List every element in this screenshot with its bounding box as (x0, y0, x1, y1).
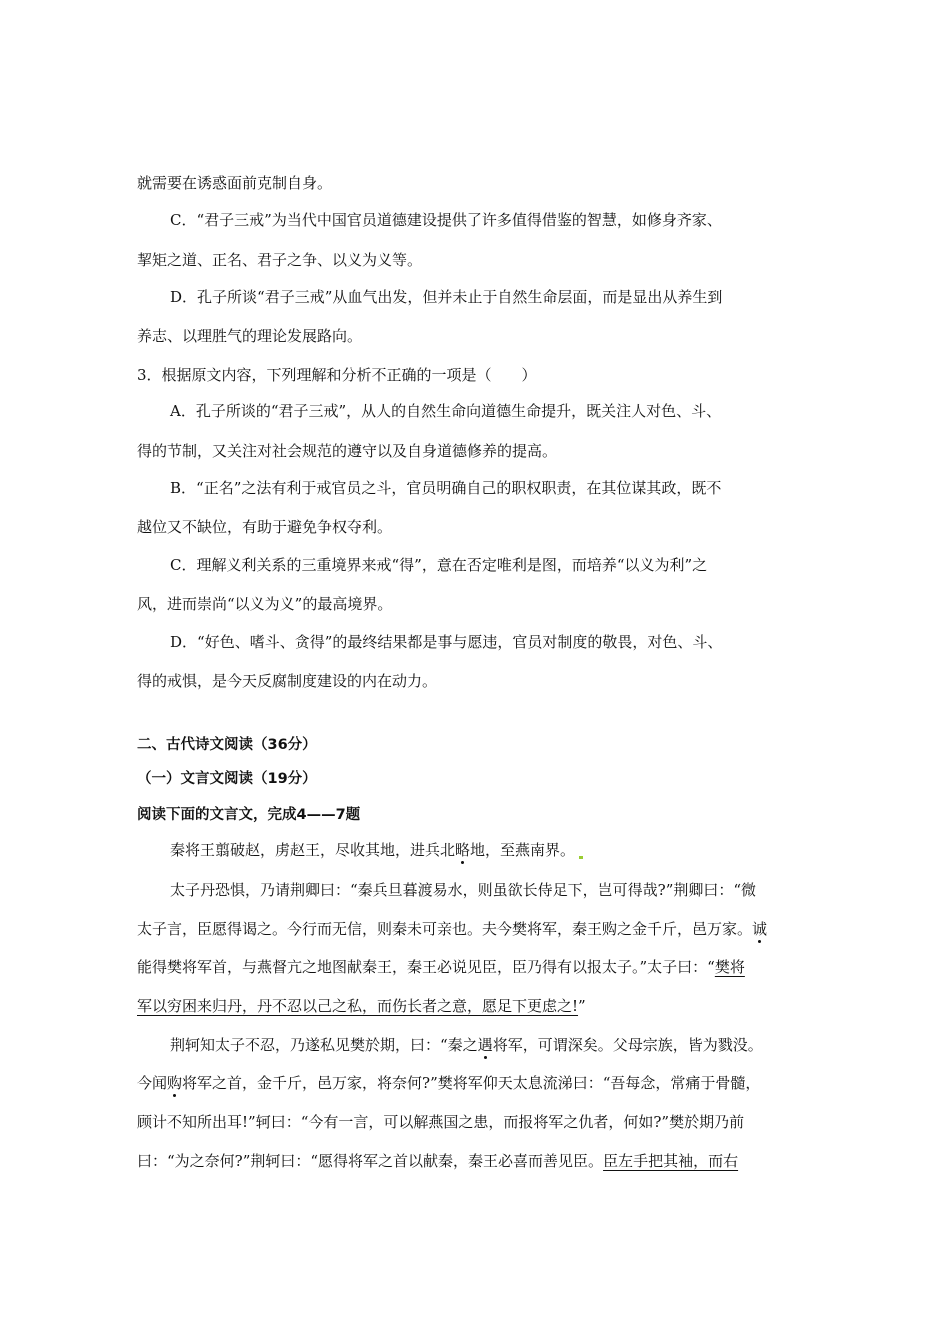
text-line: 挈矩之道、正名、君子之争、以义为义等。 (137, 251, 423, 269)
text-line: 就需要在诱惑面前克制自身。 (137, 174, 333, 192)
passage-text: 太子言，臣愿得谒之。今行而无信，则秦未可亲也。夫今樊将军，秦王购之金千斤，邑万家。 (137, 920, 753, 938)
passage-text: 将军之首，金千斤，邑万家，将奈何?”樊将军仰天太息流涕曰：“吾每念，常痛于骨髓， (182, 1074, 761, 1092)
passage-line: 顾计不知所出耳!”轲曰：“今有一言，可以解燕国之患，而报将军之仇者，何如?”樊於期乃前 (137, 1113, 745, 1131)
passage-line (170, 1034, 763, 1056)
underlined-sentence: 臣左手把其袖，而右 (603, 1152, 739, 1170)
emphasis-char: 略 (455, 841, 471, 859)
underlined-sentence: 樊将 (714, 958, 745, 976)
text-line: 越位又不缺位，有助于避免争权夺利。 (137, 518, 393, 536)
question-3: 3．根据原文内容，下列理解和分析不正确的一项是（ ） (137, 366, 537, 384)
option-b-line: B．“正名”之法有利于戒官员之斗，官员明确自己的职权职责，在其位谋其政，既不 (170, 479, 722, 497)
passage-line: 太子丹恐惧，乃请荆卿曰：“秦兵旦暮渡易水，则虽欲长侍足下，岂可得哉?”荆卿曰：“微 (170, 881, 757, 899)
passage-line (170, 839, 583, 861)
emphasis-char: 诚 (752, 920, 768, 938)
passage-text: 今闻 (137, 1074, 168, 1092)
instruction: 阅读下面的文言文，完成4——7题 (137, 807, 361, 823)
passage-text: 曰：“为之奈何?”荆轲曰：“愿得将军之首以献秦，秦王必喜而善见臣。 (137, 1152, 604, 1170)
emphasis-char: 遇 (477, 1036, 493, 1054)
passage-text: ” (578, 997, 586, 1015)
passage-line (137, 1072, 760, 1094)
passage-text: 地，至燕南界。 (470, 841, 576, 859)
text-line: 风，进而崇尚“以义为义”的最高境界。 (137, 595, 393, 613)
text-line: 养志、以理胜气的理论发展路向。 (137, 327, 363, 345)
passage-line (137, 956, 745, 978)
section-heading: 二、古代诗文阅读（36分） (137, 737, 317, 753)
text-line: 得的节制，又关注对社会规范的遵守以及自身道德修养的提高。 (137, 442, 558, 460)
passage-line (137, 918, 767, 940)
emphasis-char: 购 (167, 1074, 183, 1092)
option-c-line: C．“君子三戒”为当代中国官员道德建设提供了许多值得借鉴的智慧，如修身齐家、 (170, 211, 722, 229)
option-a-line: A．孔子所谈的“君子三戒”，从人的自然生命向道德生命提升，既关注人对色、斗、 (170, 402, 722, 420)
marker-icon (579, 856, 583, 859)
passage-text: 秦将王翦破赵，虏赵王，尽收其地，进兵北 (170, 841, 456, 859)
underlined-sentence: 军以穷困来归丹，丹不忍以己之私，而伤长者之意，愿足下更虑之! (137, 997, 579, 1015)
option-c-line: C．理解义利关系的三重境界来戒“得”，意在否定唯利是图，而培养“以义为利”之 (170, 556, 708, 574)
text-line: 得的戒惧，是今天反腐制度建设的内在动力。 (137, 672, 438, 690)
passage-text: 将军，可谓深矣。父母宗族，皆为戮没。 (492, 1036, 763, 1054)
subsection-heading: （一）文言文阅读（19分） (137, 771, 317, 787)
passage-line (137, 995, 586, 1017)
option-d-line: D．“好色、嗜斗、贪得”的最终结果都是事与愿违，官员对制度的敬畏，对色、斗、 (170, 633, 723, 651)
passage-text: 荆轲知太子不忍，乃遂私见樊於期，曰：“秦之 (170, 1036, 478, 1054)
option-d-line: D．孔子所谈“君子三戒”从血气出发，但并未止于自然生命层面，而是显出从养生到 (170, 288, 723, 306)
passage-line (137, 1150, 738, 1172)
passage-text: 能得樊将军首，与燕督亢之地图献秦王，秦王必说见臣，臣乃得有以报太子。”太子曰：“ (137, 958, 715, 976)
